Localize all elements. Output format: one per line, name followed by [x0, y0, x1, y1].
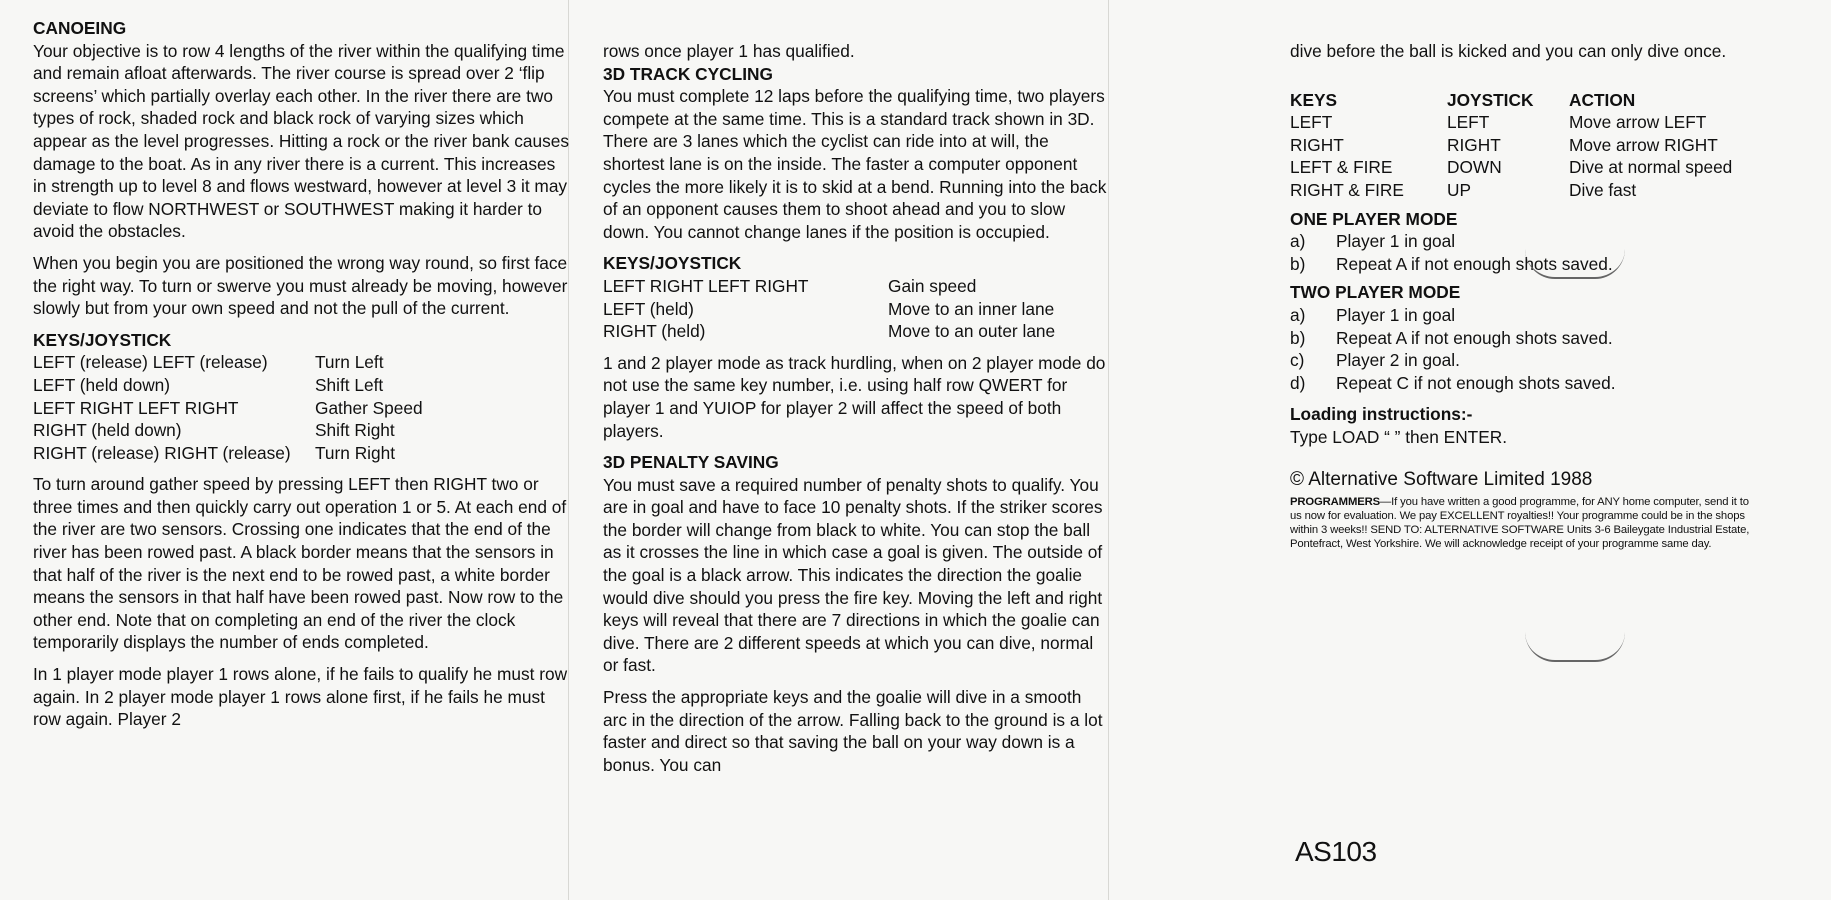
die-cut-slot-bottom [1525, 630, 1625, 662]
list-item-text: Repeat A if not enough shots saved. [1336, 327, 1613, 348]
list-item [1290, 349, 1831, 372]
list-item [1290, 304, 1831, 327]
action-cell: Move to an outer lane [888, 321, 1056, 342]
action-cell: Turn Left [315, 352, 384, 373]
programmers-notice [1290, 495, 1760, 552]
key-cell: LEFT RIGHT LEFT RIGHT [603, 275, 809, 296]
copyright-text: Alternative Software Limited 1988 [1308, 468, 1593, 490]
continued-text: rows once player 1 has qualified. [603, 41, 855, 61]
table-cell: DOWN [1447, 157, 1502, 178]
programmers-text: —If you have written a good programme, for ANY home computer, send it to us now for evaluation. We pay EXCELLENT royalties!! Your programme could be in the shops within 3 weeks!! SEND TO: ALTERNATIVE SOFTWARE Units 3-6 Baileygate Industrial Estate, Pontefract, West Yorkshire. We will acknowledge receipt of your programme same day. [1290, 495, 1750, 551]
list-item [1290, 372, 1831, 395]
key-cell: LEFT RIGHT LEFT RIGHT [33, 397, 239, 418]
list-item-label: b) [1290, 253, 1306, 274]
table-cell: LEFT & FIRE [1290, 157, 1393, 178]
canoeing-paragraph-3: To turn around gather speed by pressing LEFT then RIGHT two or three times and then quickly carry out operation 1 or 5. At each end of the river are two sensors. Crossing one indicates that the end of the river has been rowed past. A black border means that the sensors in that half of the river is the next end to be rowed past, a white border means the sensors in that half have been rowed past. Now row to the other end. Note that on completing an end of the river the clock temporarily displays the number of ends completed. [33, 474, 567, 653]
track-cycling-paragraph: You must complete 12 laps before the qualifying time, two players compete at the same time. This is a standard track shown in 3D. There are 3 lanes which the cyclist can ride into at will, the shortest lane is on the inside. The faster a computer opponent cycles the more likely it is to skid at a bend. Running into the back of an opponent causes them to shoot ahead and you to slow down. You cannot change lanes if the position is occupied. [603, 86, 1107, 242]
table-cell: Move arrow LEFT [1569, 112, 1707, 133]
canoeing-heading: CANOEING [33, 18, 127, 38]
table-cell: LEFT [1447, 112, 1490, 133]
one-player-heading: ONE PLAYER MODE [1290, 208, 1458, 229]
list-item-label: b) [1290, 327, 1306, 348]
table-cell: RIGHT [1290, 134, 1344, 155]
programmers-label: PROGRAMMERS [1290, 495, 1380, 508]
canoeing-keys-table [33, 351, 570, 464]
two-player-list [1290, 304, 1831, 394]
canoeing-paragraph-2: When you begin you are positioned the wrong way round, so first face the right way. To turn or swerve you must already be moving, however slowly but from your own speed and not the pull of the current. [33, 252, 568, 319]
product-code: AS103 [1295, 836, 1377, 867]
loading-text: Type LOAD “ ” then ENTER. [1290, 426, 1508, 447]
key-cell: RIGHT (held) [603, 321, 706, 342]
table-cell: Move arrow RIGHT [1569, 134, 1718, 155]
action-cell: Shift Left [315, 374, 384, 395]
continued-text-2: dive before the ball is kicked and you can only dive once. [1290, 41, 1727, 61]
key-cell: LEFT (held) [603, 298, 694, 319]
player-mode-paragraph: 1 and 2 player mode as track hurdling, when on 2 player mode do not use the same key number, i.e. using half row QWERT for player 1 and YUIOP for player 2 will affect the speed of both players. [603, 352, 1106, 441]
table-header-cell: KEYS [1290, 89, 1338, 110]
die-cut-slot-top [1525, 247, 1625, 279]
penalty-saving-heading: 3D PENALTY SAVING [603, 452, 779, 473]
action-cell: Shift Right [315, 420, 395, 441]
table-cell: Dive at normal speed [1569, 157, 1733, 178]
canoeing-paragraph-4: In 1 player mode player 1 rows alone, if he fails to qualify he must row again. In 2 player mode player 1 rows alone first, if he fails he must row again. Player 2 [33, 664, 568, 730]
table-cell: Dive fast [1569, 179, 1637, 200]
penalty-saving-paragraph-1: You must save a required number of penalty shots to qualify. You are in goal and have to face 10 penalty shots. If the striker scores the border will change from black to white. You can stop the ball as it crosses the line in which case a goal is given. The outside of the goal is a black arrow. This indicates the direction the goalie would dive should you press the fire key. Moving the left and right keys will reveal that there are 7 directions in which the goalie can dive. There are 2 different speeds at which you can dive, normal or fast. [603, 474, 1103, 676]
copyright-symbol: © [1290, 468, 1304, 490]
two-player-heading: TWO PLAYER MODE [1290, 282, 1461, 303]
table-cell: RIGHT [1447, 134, 1501, 155]
loading-heading: Loading instructions:- [1290, 404, 1473, 425]
list-item-text: Player 1 in goal [1336, 304, 1456, 325]
key-cell: LEFT (release) LEFT (release) [33, 352, 268, 373]
list-item [1290, 327, 1831, 350]
list-item-label: c) [1290, 350, 1305, 371]
action-cell: Gather Speed [315, 397, 423, 418]
action-cell: Turn Right [315, 442, 396, 463]
list-item-label: a) [1290, 304, 1306, 325]
track-cycling-keys-heading: KEYS/JOYSTICK [603, 253, 742, 274]
track-cycling-heading: 3D TRACK CYCLING [603, 63, 773, 84]
table-header-cell: ACTION [1569, 89, 1636, 110]
key-cell: RIGHT (held down) [33, 420, 182, 441]
action-cell: Gain speed [888, 275, 977, 296]
table-cell: LEFT [1290, 112, 1333, 133]
track-cycling-keys-table [603, 275, 1110, 343]
column-penalty-continued [1110, 0, 1831, 900]
list-item-label: a) [1290, 231, 1306, 252]
canoeing-keys-heading: KEYS/JOYSTICK [33, 329, 172, 350]
penalty-keys-table [1290, 89, 1831, 202]
key-cell: LEFT (held down) [33, 374, 171, 395]
key-cell: RIGHT (release) RIGHT (release) [33, 442, 291, 463]
list-item-text: Repeat C if not enough shots saved. [1336, 372, 1616, 393]
column-canoeing [0, 0, 570, 900]
list-item-text: Repeat A if not enough shots saved. [1336, 253, 1613, 274]
table-cell: UP [1447, 179, 1472, 200]
canoeing-paragraph-1: Your objective is to row 4 lengths of the river within the qualifying time and remain afloat afterwards. The river course is spread over 2 ‘flip screens’ which partially overlay each other. In the river there are two types of rock, shaded rock and black rock of varying sizes which appear as the level progresses. Hitting a rock or the river bank causes damage to the boat. As in any river there is a current. This increases in strength up to level 8 and flows westward, however at level 3 it may deviate to flow NORTHWEST or SOUTHWEST making it harder to avoid the obstacles. [33, 40, 569, 242]
list-item-text: Player 2 in goal. [1336, 350, 1460, 371]
action-cell: Move to an inner lane [888, 298, 1055, 319]
table-header-cell: JOYSTICK [1447, 89, 1534, 110]
penalty-saving-paragraph-2: Press the appropriate keys and the goalie will dive in a smooth arc in the direction of the arrow. Falling back to the ground is a lot faster and direct so that saving the ball on your way down is a bonus. You can [603, 687, 1103, 775]
list-item-text: Player 1 in goal [1336, 231, 1456, 252]
list-item-label: d) [1290, 372, 1306, 393]
column-cycling-penalty [570, 0, 1110, 900]
table-cell: RIGHT & FIRE [1290, 179, 1404, 200]
copyright-line [1290, 467, 1831, 493]
